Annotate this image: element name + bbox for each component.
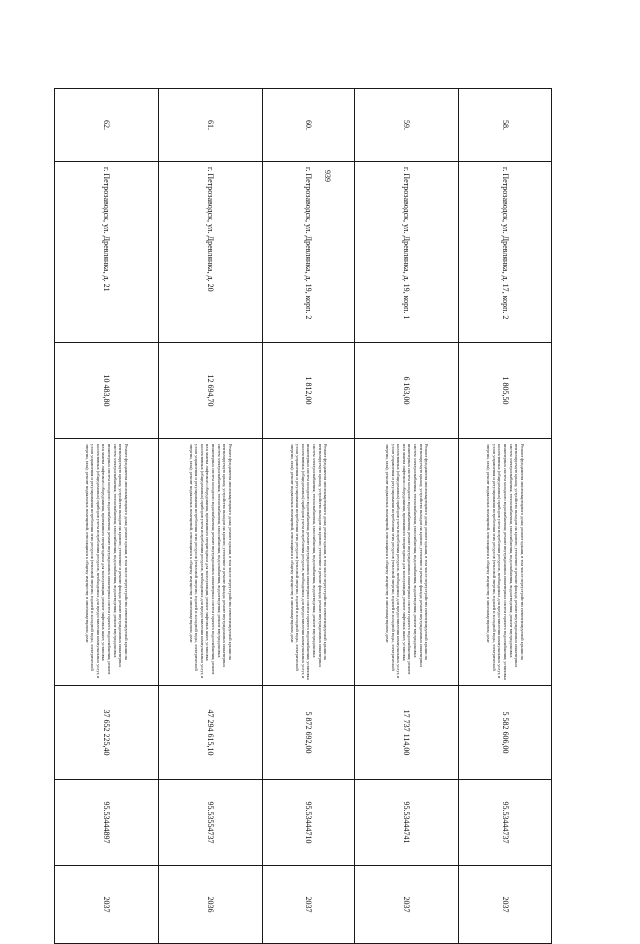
cost-cell: 5 582 606,00 (459, 686, 552, 780)
works-cell (262, 439, 355, 686)
year-cell: 2037 (459, 866, 552, 944)
row-number: 58. (459, 89, 552, 162)
area-cell: 12 694,70 (158, 343, 262, 439)
area-cell: 1 805,50 (459, 343, 552, 439)
cost-cell: 17 737 114,00 (355, 686, 459, 780)
register-table (54, 88, 552, 944)
code-cell: 95.53444737 (459, 780, 552, 866)
area-cell: 1 812,00 (262, 343, 355, 439)
register-table-body (55, 89, 552, 944)
works-cell (158, 439, 262, 686)
code-cell: 95.53554737 (158, 780, 262, 866)
row-number: 59. (355, 89, 459, 162)
row-number: 62. (55, 89, 159, 162)
year-cell: 2037 (55, 866, 159, 944)
cost-cell: 47 294 615,10 (158, 686, 262, 780)
code-cell: 95.53444710 (262, 780, 355, 866)
table-row (158, 89, 262, 944)
works-text: Ремонт фундамента многоквартирного дома; ремонт крыши, в том числе переустройство невентилируемой крыши на вентилируемую крышу, устройство выходов на кровлю; утепление и ремонт фасада; ремонт внутридомовых инженерных систем электроснабжения, теплоснабжения, газоснабжения, водоснабжения, водоотведения; ремонт внутридомовых инженерных систем холодного водоснабжения; ремонт внутридомовых инженерных систем горячего водоснабжения; ремонт или замена лифтового оборудования, признанного непригодным для эксплуатации, ремонт лифтовых шахт; установка коллективных (общедомовых) приборов учета потребления ресурсов, необходимых для предоставления коммунальных услуг, и узлов управления и регулирования потребления этих ресурсов (тепловой энергии, горячей и холодной воды, электрической энергии, газа); ремонт подвальных помещений, относящихся к общему имуществу в многоквартирном доме (385, 444, 430, 679)
table-row (262, 89, 355, 944)
year-cell: 2037 (355, 866, 459, 944)
table-row (355, 89, 459, 944)
year-cell: 2037 (262, 866, 355, 944)
area-cell: 6 163,00 (355, 343, 459, 439)
works-cell (55, 439, 159, 686)
year-cell: 2036 (158, 866, 262, 944)
cost-cell: 37 652 225,40 (55, 686, 159, 780)
works-text: Ремонт фундамента многоквартирного дома; ремонт крыши, в том числе переустройство невентилируемой крыши на вентилируемую крышу, устройство выходов на кровлю; утепление и ремонт фасада; ремонт внутридомовых инженерных систем электроснабжения, теплоснабжения, газоснабжения, водоснабжения, водоотведения; ремонт внутридомовых инженерных систем холодного водоснабжения; ремонт внутридомовых инженерных систем горячего водоснабжения; установка коллективных (общедомовых) приборов учета потребления ресурсов, необходимых для предоставления коммунальных услуг, и узлов управления и регулирования потребления этих ресурсов (тепловой энергии, горячей и холодной воды, электрической энергии, газа); ремонт подвальных помещений, относящихся к общему имуществу в многоквартирном доме (486, 444, 525, 680)
works-text: Ремонт фундамента многоквартирного дома; ремонт крыши, в том числе переустройство невентилируемой крыши на вентилируемую крышу, устройство выходов на кровлю; утепление и ремонт фасада; ремонт внутридомовых инженерных систем электроснабжения, теплоснабжения, газоснабжения, водоснабжения, водоотведения; ремонт внутридомовых инженерных систем холодного водоснабжения; ремонт внутридомовых инженерных систем горячего водоснабжения; ремонт или замена лифтового оборудования, признанного непригодным для эксплуатации, ремонт лифтовых шахт; установка коллективных (общедомовых) приборов учета потребления ресурсов, необходимых для предоставления коммунальных услуг, и узлов управления и регулирования потребления этих ресурсов (тепловой энергии, горячей и холодной воды, электрической энергии, газа); ремонт подвальных помещений, относящихся к общему имуществу в многоквартирном доме (84, 444, 129, 679)
table-row (459, 89, 552, 944)
table-row (55, 89, 159, 944)
address-cell: г. Петрозаводск, ул. Древлянка, д. 17, корп. 2 (459, 162, 552, 343)
area-cell: 10 483,80 (55, 343, 159, 439)
works-text: Ремонт фундамента многоквартирного дома; ремонт крыши, в том числе переустройство невентилируемой крыши на вентилируемую крышу, устройство выходов на кровлю; утепление и ремонт фасада; ремонт внутридомовых инженерных систем электроснабжения, теплоснабжения, газоснабжения, водоснабжения, водоотведения; ремонт внутридомовых инженерных систем холодного водоснабжения; ремонт внутридомовых инженерных систем горячего водоснабжения; установка коллективных (общедомовых) приборов учета потребления ресурсов, необходимых для предоставления коммунальных услуг, и узлов управления и регулирования потребления этих ресурсов (тепловой энергии, горячей и холодной воды, электрической энергии, газа); ремонт подвальных помещений, относящихся к общему имуществу в многоквартирном доме (289, 444, 329, 680)
address-cell: г. Петрозаводск, ул. Древлянка, д. 20 (158, 162, 262, 343)
works-cell (355, 439, 459, 686)
cost-cell: 5 872 692,00 (262, 686, 355, 780)
code-cell: 95.53444897 (55, 780, 159, 866)
row-number: 60. (262, 89, 355, 162)
row-number: 61. (158, 89, 262, 162)
address-cell: г. Петрозаводск, ул. Древлянка, д. 19, корп. 2 (262, 162, 355, 343)
address-cell: г. Петрозаводск, ул. Древлянка, д. 21 (55, 162, 159, 343)
code-cell: 95.53444741 (355, 780, 459, 866)
page-number: 939 (323, 170, 332, 182)
address-cell: г. Петрозаводск, ул. Древлянка, д. 19, корп. 1 (355, 162, 459, 343)
works-cell (459, 439, 552, 686)
works-text: Ремонт фундамента многоквартирного дома; ремонт крыши, в том числе переустройство невентилируемой крыши на вентилируемую крышу, устройство выходов на кровлю; утепление и ремонт фасада; ремонт внутридомовых инженерных систем электроснабжения, теплоснабжения, газоснабжения, водоснабжения, водоотведения; ремонт внутридомовых инженерных систем холодного водоснабжения; ремонт внутридомовых инженерных систем горячего водоснабжения; ремонт или замена лифтового оборудования, признанного непригодным для эксплуатации, ремонт лифтовых шахт; установка коллективных (общедомовых) приборов учета потребления ресурсов, необходимых для предоставления коммунальных услуг, и узлов управления и регулирования потребления этих ресурсов (тепловой энергии, горячей и холодной воды, электрической энергии, газа); ремонт подвальных помещений, относящихся к общему имуществу в многоквартирном доме (188, 444, 233, 679)
